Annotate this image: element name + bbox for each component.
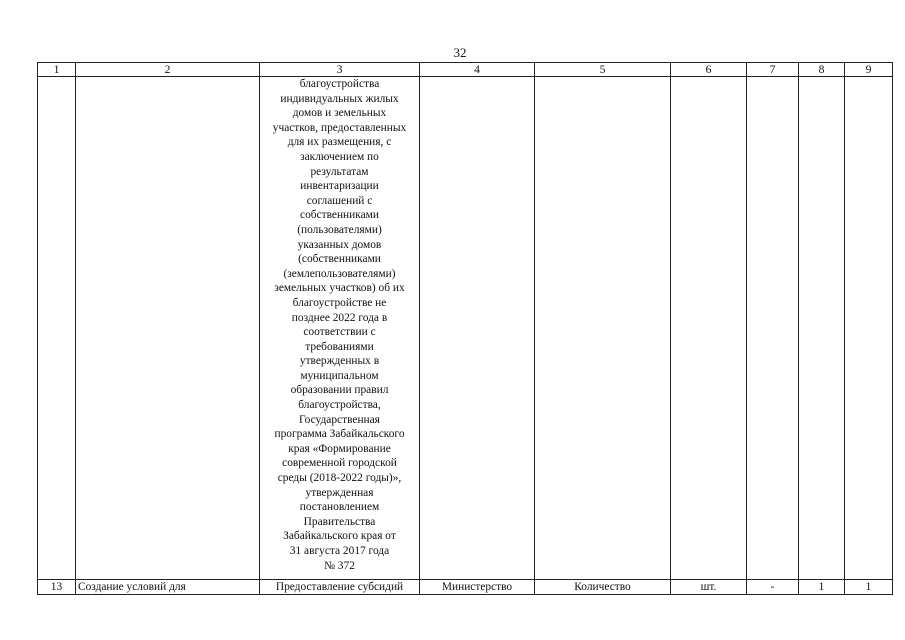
table-row-13 xyxy=(38,580,893,595)
column-number-cell: 6 xyxy=(671,63,747,77)
table-cell xyxy=(76,77,260,580)
indicator-name: Количество xyxy=(535,580,671,595)
table-cell xyxy=(535,77,671,580)
page-number: 32 xyxy=(453,45,467,60)
column-number-cell: 8 xyxy=(799,63,845,77)
program-table xyxy=(37,62,893,595)
table-cell xyxy=(747,77,799,580)
table-cell xyxy=(671,77,747,580)
responsible-executor: Министерство xyxy=(420,580,535,595)
column-number-cell: 7 xyxy=(747,63,799,77)
column-number-cell: 9 xyxy=(845,63,893,77)
measure-name: Создание условий для xyxy=(76,580,260,595)
column-number-cell: 3 xyxy=(260,63,420,77)
table-cell xyxy=(799,77,845,580)
column-number-cell: 2 xyxy=(76,63,260,77)
legal-basis-text: благоустройства индивидуальных жилых домов и земельных участков, предоставленных для их размещения, с заключением по результатам инвентаризации соглашений с собственниками (пользователями) указанных домов (собственниками (землепользователями) земельных участков) об их благоустройстве не позднее 2022 года в соответствии с требованиями утвержденных в муниципальном образовании правил благоустройства, Государственная программа Забайкальского края «Формирование современной городской среды (2018-2022 годы)», утвержденная постановлением Правительства Забайкальского края от 31 августа 2017 года № 372 xyxy=(260,77,420,580)
table-cell xyxy=(420,77,535,580)
column-number-cell: 5 xyxy=(535,63,671,77)
table-cell xyxy=(38,77,76,580)
column-number-cell: 4 xyxy=(420,63,535,77)
continued-table-row xyxy=(38,77,893,580)
table-cell xyxy=(845,77,893,580)
value-col9: 1 xyxy=(845,580,893,595)
value-col8: 1 xyxy=(799,580,845,595)
measure-mechanism: Предоставление субсидий xyxy=(260,580,420,595)
column-number-cell: 1 xyxy=(38,63,76,77)
value-col7: - xyxy=(747,580,799,595)
column-number-row xyxy=(38,63,893,77)
unit-of-measure: шт. xyxy=(671,580,747,595)
row-number: 13 xyxy=(38,580,76,595)
